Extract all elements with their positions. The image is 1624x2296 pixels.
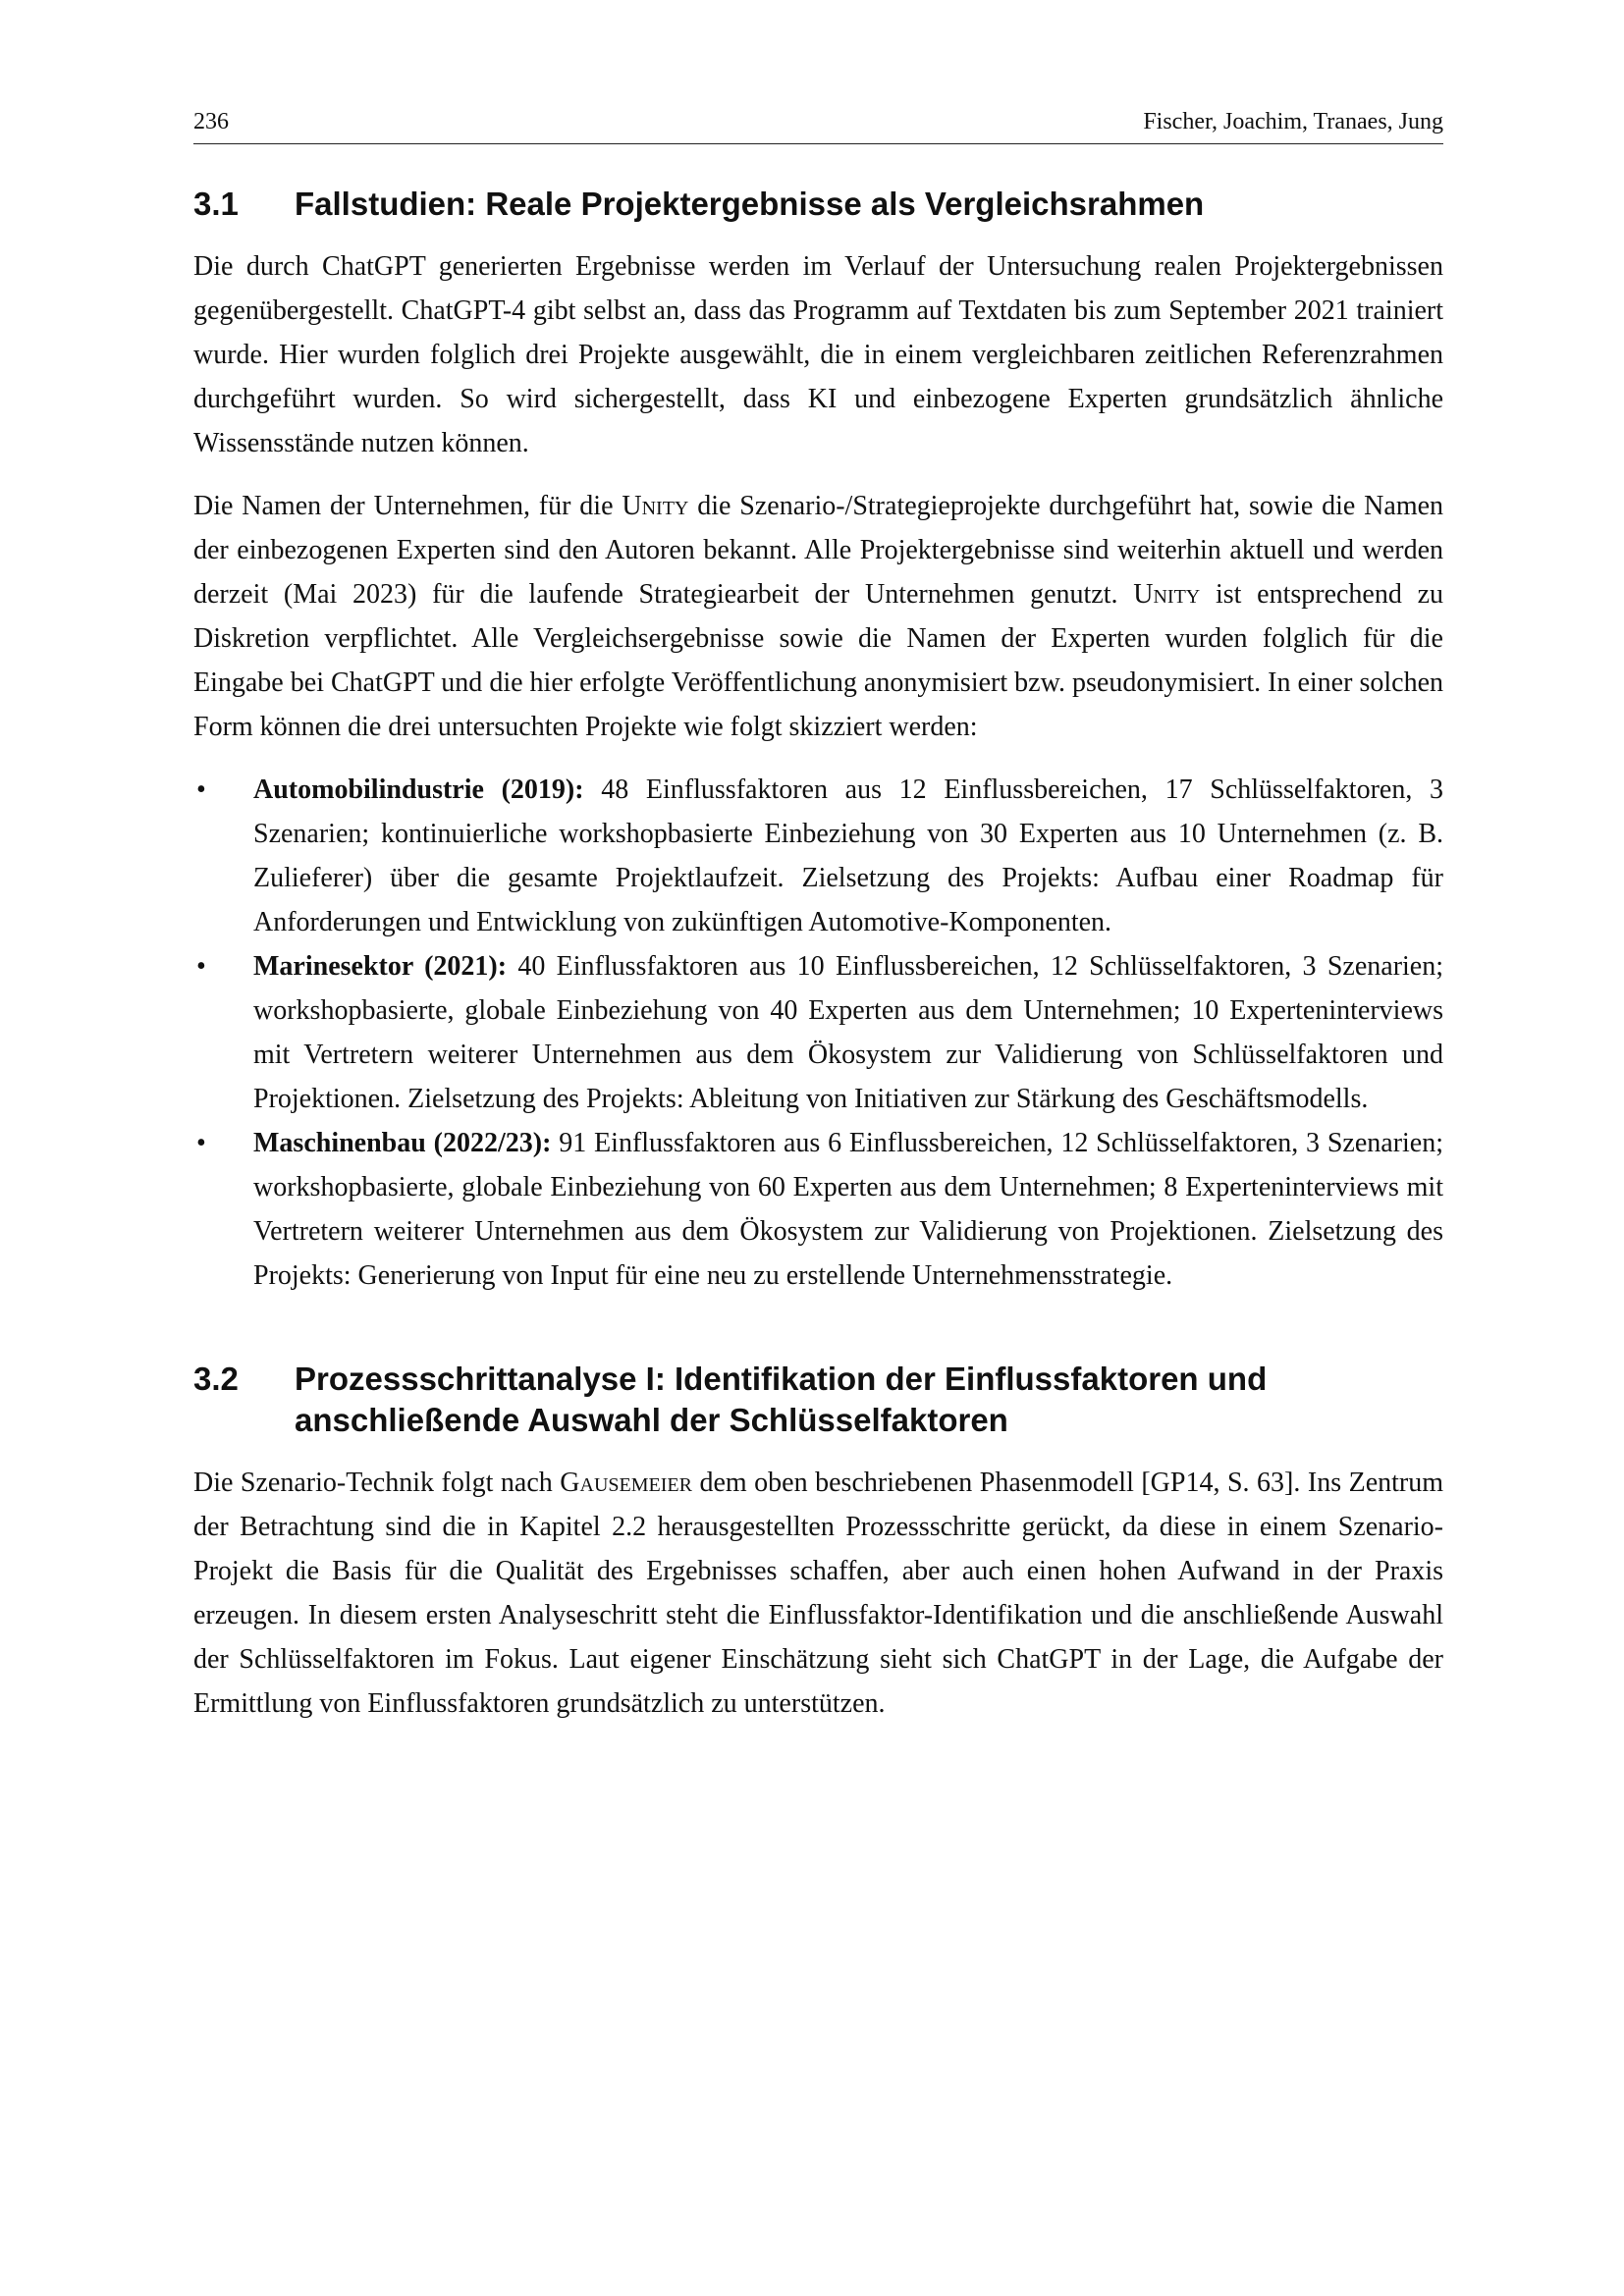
list-item	[193, 944, 1443, 1121]
text-run: die Szenario-/Strategieprojekte durchgeführt hat, sowie die Namen der einbezogenen Experten sind den Autoren bekannt. Alle Projektergebnisse sind weiterhin aktuell und werden derzeit (Mai 2023) für die laufende Strategiearbeit der Unternehmen genutzt.	[193, 491, 1444, 610]
project-label: Maschinenbau (2022/23):	[253, 1128, 552, 1158]
project-list	[193, 768, 1443, 1298]
running-header	[193, 106, 1443, 144]
project-description: 40 Einflussfaktoren aus 10 Einflussbereichen, 12 Schlüsselfaktoren, 3 Szenarien; workshopbasierte, globale Einbeziehung von 40 Experten aus dem Unternehmen; 10 Experteninterviews mit Vertretern weiterer Unternehmen aus dem Ökosystem zur Validierung von Schlüsselfaktoren und Projektionen. Zielsetzung des Projekts: Ableitung von Initiativen zur Stärkung des Geschäftsmodells.	[253, 951, 1444, 1114]
book-page	[193, 106, 1443, 1744]
project-description: 91 Einflussfaktoren aus 6 Einflussbereichen, 12 Schlüsselfaktoren, 3 Szenarien; workshopbasierte, globale Einbeziehung von 60 Experten aus dem Unternehmen; 8 Experteninterviews mit Vertretern weiterer Unternehmen aus dem Ökosystem zur Validierung von Projektionen. Zielsetzung des Projekts: Generierung von Input für eine neu zu erstellende Unternehmensstrategie.	[253, 1128, 1444, 1291]
text-run: Die Namen der Unternehmen, für die	[193, 491, 614, 521]
section-title: Prozessschrittanalyse I: Identifikation der Einflussfaktoren und anschließende Auswahl der Schlüsselfaktoren	[295, 1361, 1268, 1438]
project-label: Automobilindustrie (2019):	[253, 774, 584, 805]
text-run: Die Szenario-Technik folgt nach	[193, 1468, 553, 1498]
paragraph	[193, 1461, 1443, 1726]
bullet-symbol: •	[196, 951, 206, 982]
section-title: Fallstudien: Reale Projektergebnisse als Vergleichsrahmen	[295, 186, 1205, 222]
paragraph	[193, 484, 1443, 749]
bullet-symbol: •	[196, 1128, 206, 1158]
paragraph: Die durch ChatGPT generierten Ergebnisse werden im Verlauf der Untersuchung realen Projektergebnissen gegenübergestellt. ChatGPT-4 gibt selbst an, dass das Programm auf Textdaten bis zum September 2021 trainiert wurde. Hier wurden folglich drei Projekte ausgewählt, die in einem vergleichbaren zeitlichen Referenzrahmen durchgeführt wurden. So wird sichergestellt, dass KI und einbezogene Experten grundsätzlich ähnliche Wissensstände nutzen können.	[193, 251, 1443, 458]
section-heading-3-1	[193, 184, 1443, 225]
author-name: Gausemeier	[560, 1468, 692, 1498]
list-item	[193, 1121, 1443, 1298]
text-run: ist entsprechend zu Diskretion verpflichtet. Alle Vergleichsergebnisse sowie die Namen der Experten wurden folglich für die Eingabe bei ChatGPT und die hier erfolgte Veröffentlichung anonymisiert bzw. pseudonymisiert. In einer solchen Form können die drei untersuchten Projekte wie folgt skizziert werden:	[193, 579, 1444, 742]
list-item	[193, 768, 1443, 944]
project-label: Marinesektor (2021):	[253, 951, 508, 982]
section-number: 3.2	[193, 1361, 239, 1397]
company-name: Unity	[622, 491, 689, 521]
section-number: 3.1	[193, 186, 239, 222]
section-heading-3-2	[193, 1359, 1443, 1441]
page-number: 236	[193, 109, 229, 134]
bullet-symbol: •	[196, 774, 206, 805]
text-run: dem oben beschriebenen Phasenmodell [GP14, S. 63]. Ins Zentrum der Betrachtung sind die in Kapitel 2.2 herausgestellten Prozessschritte gerückt, da diese in einem Szenario-Projekt die Basis für die Qualität des Ergebnisses schaffen, aber auch einen hohen Aufwand in der Praxis erzeugen. In diesem ersten Analyseschritt steht die Einflussfaktor-Identifikation und die anschließende Auswahl der Schlüsselfaktoren im Fokus. Laut eigener Einschätzung sieht sich ChatGPT in der Lage, die Aufgabe der Ermittlung von Einflussfaktoren grundsätzlich zu unterstützen.	[193, 1468, 1444, 1719]
project-description: 48 Einflussfaktoren aus 12 Einflussbereichen, 17 Schlüsselfaktoren, 3 Szenarien; kontinuierliche workshopbasierte Einbeziehung von 30 Experten aus 10 Unternehmen (z. B. Zulieferer) über die gesamte Projektlaufzeit. Zielsetzung des Projekts: Aufbau einer Roadmap für Anforderungen und Entwicklung von zukünftigen Automotive-Komponenten.	[253, 774, 1443, 937]
running-header-authors: Fischer, Joachim, Tranaes, Jung	[1143, 109, 1443, 134]
company-name: Unity	[1133, 579, 1201, 610]
